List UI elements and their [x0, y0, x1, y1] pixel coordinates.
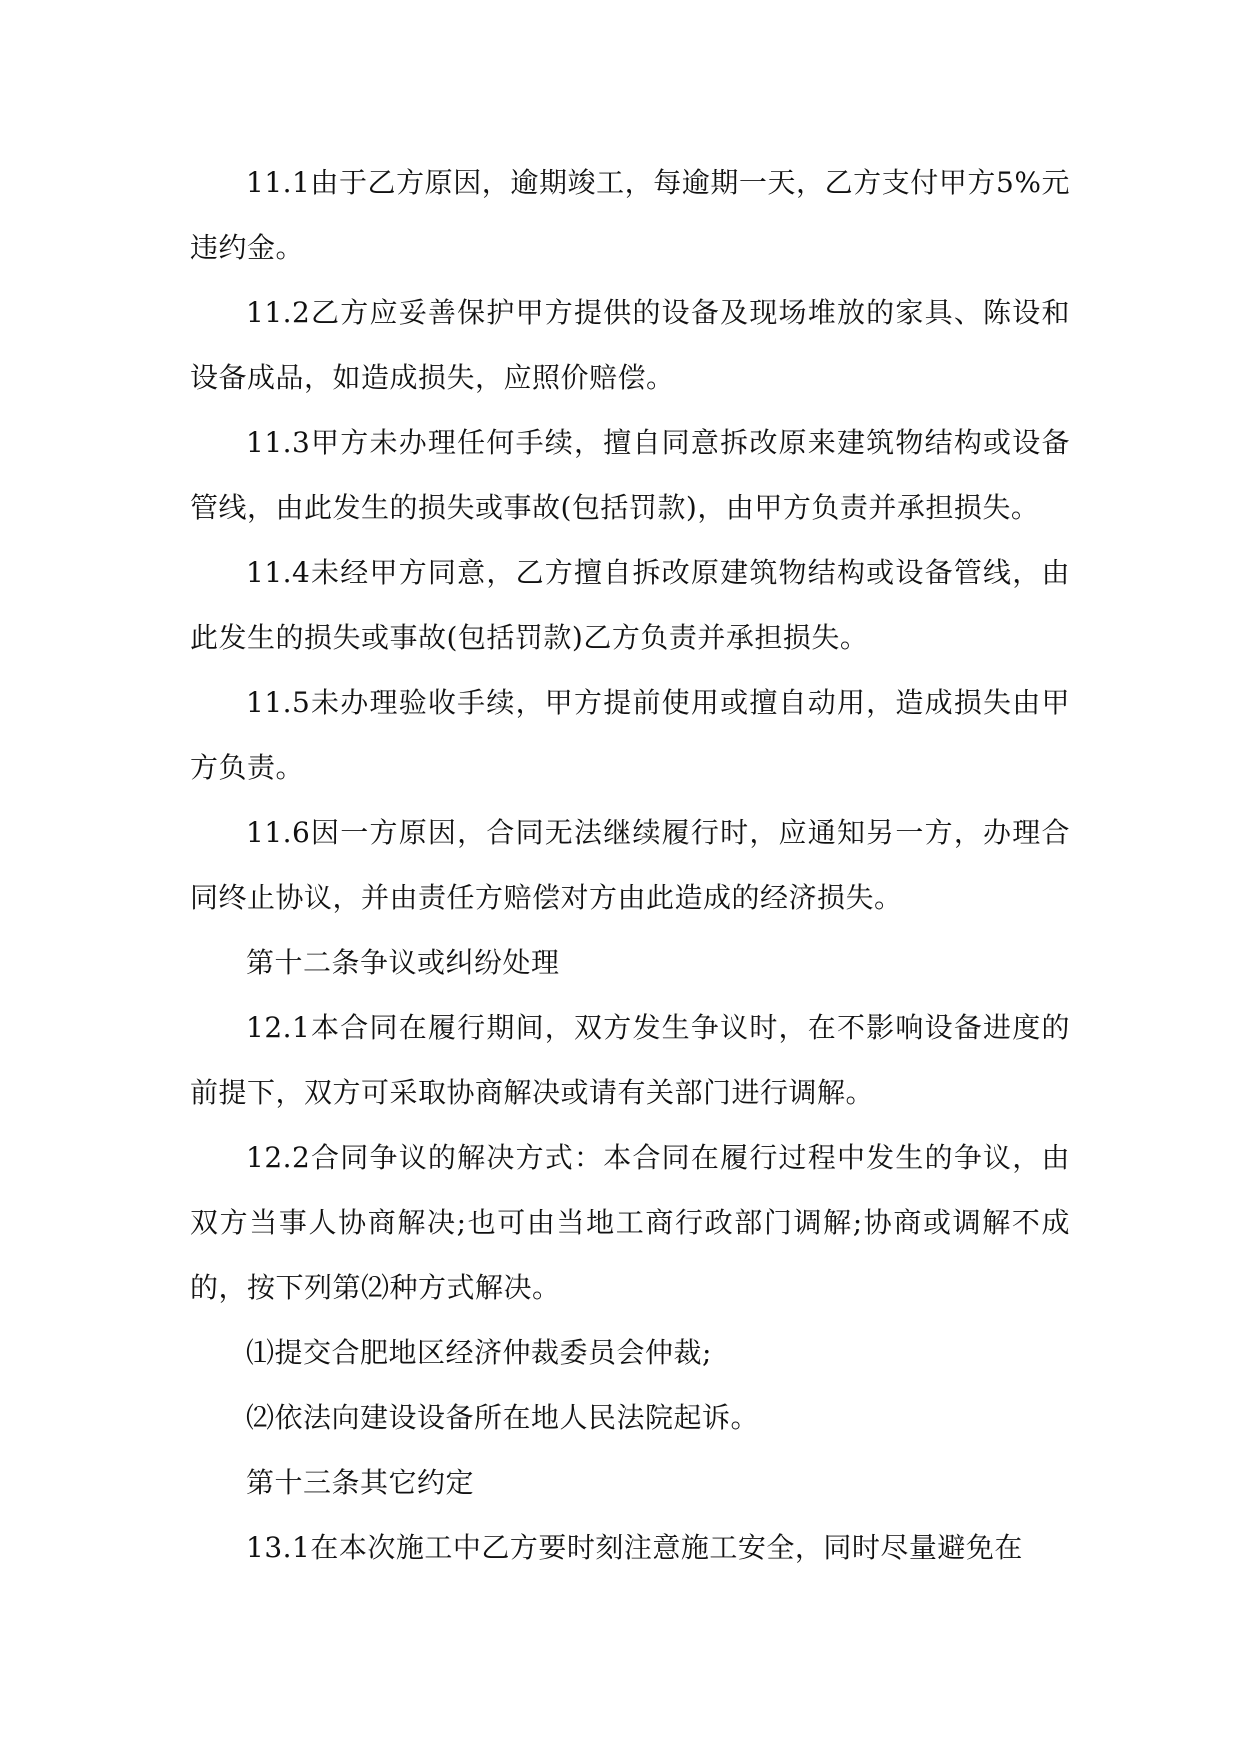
- clause-13-1: 13.1在本次施工中乙方要时刻注意施工安全，同时尽量避免在: [246, 1531, 1023, 1564]
- document-page: [190, 150, 1070, 1580]
- clause-11-6: 11.6因一方原因，合同无法继续履行时，应通知另一方，办理合同终止协议，并由责任方赔偿对方由此造成的经济损失。: [190, 816, 1070, 914]
- clause-11-1: 11.1由于乙方原因，逾期竣工，每逾期一天，乙方支付甲方5%元违约金。: [190, 166, 1070, 264]
- clause-12-2: 12.2合同争议的解决方式：本合同在履行过程中发生的争议，由双方当事人协商解决;也可由当地工商行政部门调解;协商或调解不成的，按下列第⑵种方式解决。: [190, 1141, 1070, 1304]
- article-12-heading: 第十二条争议或纠纷处理: [246, 946, 560, 979]
- option-2: ⑵依法向建设设备所在地人民法院起诉。: [246, 1401, 760, 1434]
- clause-11-5: 11.5未办理验收手续，甲方提前使用或擅自动用，造成损失由甲方负责。: [190, 686, 1070, 784]
- clause-11-3: 11.3甲方未办理任何手续，擅自同意拆改原来建筑物结构或设备管线，由此发生的损失或事故(包括罚款)，由甲方负责并承担损失。: [190, 426, 1070, 524]
- clause-11-4: 11.4未经甲方同意，乙方擅自拆改原建筑物结构或设备管线，由此发生的损失或事故(包括罚款)乙方负责并承担损失。: [190, 556, 1070, 654]
- article-13-heading: 第十三条其它约定: [246, 1466, 475, 1499]
- option-1: ⑴提交合肥地区经济仲裁委员会仲裁;: [246, 1336, 712, 1369]
- clause-12-1: 12.1本合同在履行期间，双方发生争议时，在不影响设备进度的前提下，双方可采取协商解决或请有关部门进行调解。: [190, 1011, 1070, 1109]
- clause-11-2: 11.2乙方应妥善保护甲方提供的设备及现场堆放的家具、陈设和设备成品，如造成损失，应照价赔偿。: [190, 296, 1070, 394]
